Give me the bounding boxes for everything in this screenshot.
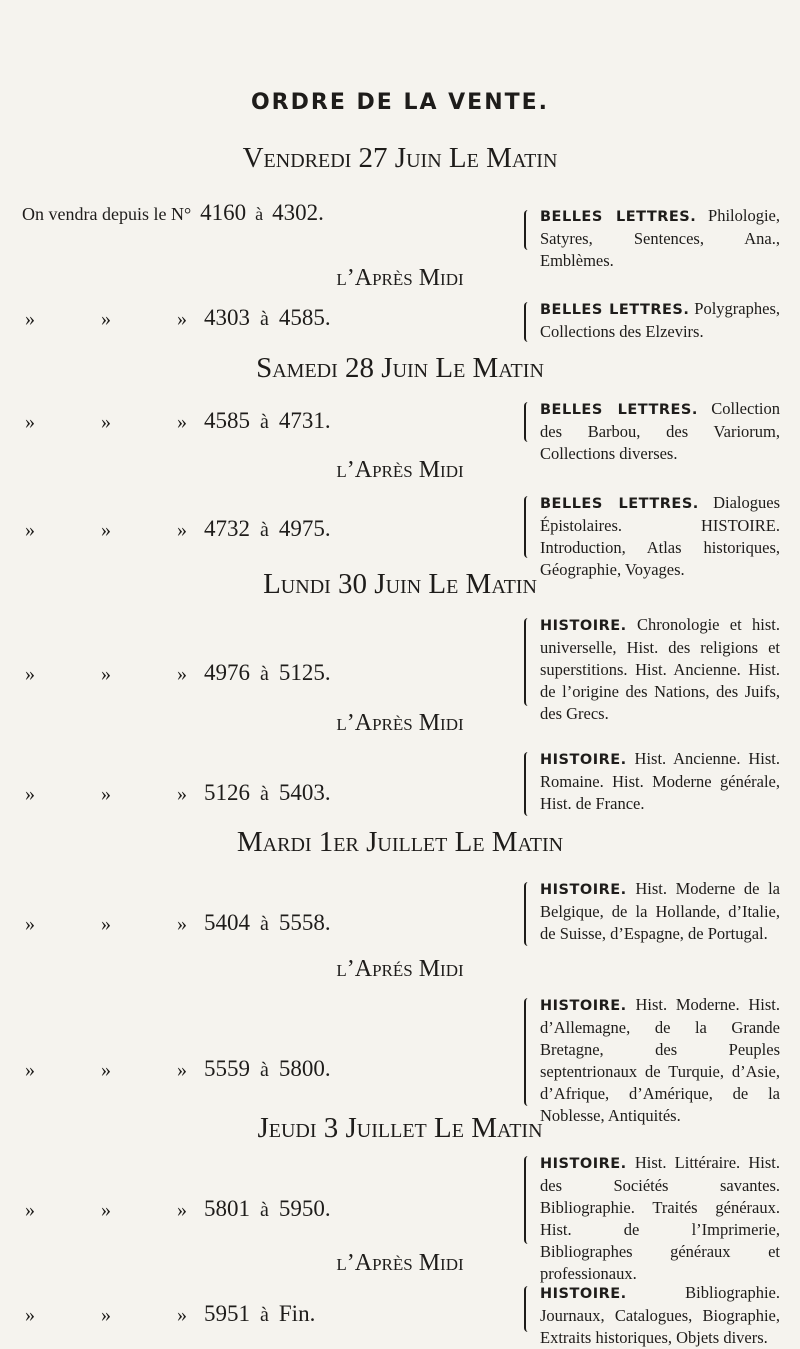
brace (524, 496, 534, 558)
brace (524, 302, 534, 342)
brace (524, 618, 534, 706)
session-heading: l’Aprés Midi (336, 956, 464, 982)
lot-from: 5801 (204, 1196, 250, 1221)
lot-to: 4302. (272, 200, 324, 225)
lot-range: » » » 5126 à 5403. (25, 780, 331, 805)
lot-to: Fin. (278, 1301, 316, 1326)
lot-description: HISTOIRE. Chronologie et hist. universelle, Hist. des religions et superstitions. Hist. Ancienne. Hist. de l’origine des Nations, des Juifs, des Grecs. (540, 615, 780, 723)
lot-to: 5125. (278, 660, 331, 685)
lot-description: BELLES LETTRES. Dialogues Épistolaires. HISTOIRE. Introduction, Atlas historiques, Géographie, Voyages. (540, 493, 780, 579)
lot-to: 4731. (278, 408, 331, 433)
lot-from: 5951 (204, 1301, 250, 1326)
brace (524, 1286, 534, 1332)
brace (524, 210, 534, 250)
lot-range: » » » 5801 à 5950. (25, 1196, 331, 1221)
day-heading: Jeudi 3 Juillet Le Matin (257, 1112, 543, 1144)
brace (524, 752, 534, 816)
lot-description: HISTOIRE. Hist. Littéraire. Hist. des Sociétés savantes. Bibliographie. Traités généraux. Hist. de l’Imprimerie, Bibliographes généraux et professionaux. (540, 1153, 780, 1283)
lot-range: » » » 5951 à Fin. (25, 1301, 316, 1326)
lot-from: 4732 (204, 516, 250, 541)
intro-text: On vendra depuis le N° (22, 204, 192, 224)
lot-sep: à (255, 204, 264, 224)
lot-range: » » » 4303 à 4585. (25, 305, 331, 330)
lot-to: 4975. (278, 516, 331, 541)
session-heading: l’Après Midi (336, 710, 464, 736)
lot-from: 4160 (200, 200, 247, 225)
lot-range (22, 200, 324, 226)
lot-from: 5126 (204, 780, 250, 805)
lot-description: BELLES LETTRES. Philologie, Satyres, Sentences, Ana., Emblèmes. (540, 206, 780, 270)
lot-description: HISTOIRE. Hist. Moderne. Hist. d’Allemagne, de la Grande Bretagne, des Peuples septentrionaux de Turquie, d’Asie, d’Afrique, d’Amérique, de la Noblesse, Antiquités. (540, 995, 781, 1125)
session-heading: l’Après Midi (336, 1250, 464, 1276)
lot-range: » » » 4732 à 4975. (25, 516, 331, 541)
lot-to: 4585. (278, 305, 331, 330)
lot-from: 5404 (204, 910, 250, 935)
brace (524, 998, 534, 1106)
lot-to: 5950. (278, 1196, 331, 1221)
lot-to: 5558. (278, 910, 331, 935)
day-heading: Vendredi 27 Juin Le Matin (242, 142, 558, 174)
session-heading: l’Après Midi (336, 265, 464, 291)
lot-range: » » » 4976 à 5125. (25, 660, 331, 685)
brace (524, 402, 534, 442)
lot-from: 4585 (204, 408, 250, 433)
lot-description: HISTOIRE. Hist. Ancienne. Hist. Romaine. Hist. Moderne générale, Hist. de France. (540, 749, 780, 813)
day-heading: Samedi 28 Juin Le Matin (256, 352, 544, 384)
lot-description: BELLES LETTRES. Collection des Barbou, des Variorum, Collections diverses. (540, 399, 780, 463)
lot-description: HISTOIRE. Hist. Moderne de la Belgique, de la Hollande, d’Italie, de Suisse, d’Espagne, de Portugal. (540, 879, 780, 943)
page-title: ORDRE DE LA VENTE. (250, 90, 550, 115)
lot-from: 5559 (204, 1056, 250, 1081)
day-heading: Lundi 30 Juin Le Matin (263, 568, 537, 600)
brace (524, 1156, 534, 1244)
lot-range: » » » 5559 à 5800. (25, 1056, 331, 1081)
lot-range: » » » 5404 à 5558. (25, 910, 331, 935)
lot-to: 5403. (278, 780, 331, 805)
lot-from: 4976 (204, 660, 250, 685)
day-heading: Mardi 1er Juillet Le Matin (236, 826, 564, 858)
brace (524, 882, 534, 946)
session-heading: l’Après Midi (336, 457, 464, 483)
lot-description: BELLES LETTRES. Polygraphes, Collections des Elzevirs. (540, 299, 780, 341)
lot-from: 4303 (204, 305, 250, 330)
lot-range: » » » 4585 à 4731. (25, 408, 331, 433)
lot-to: 5800. (278, 1056, 331, 1081)
lot-description: HISTOIRE. Bibliographie. Journaux, Catalogues, Biographie, Extraits historiques, Objets divers. (540, 1283, 780, 1347)
